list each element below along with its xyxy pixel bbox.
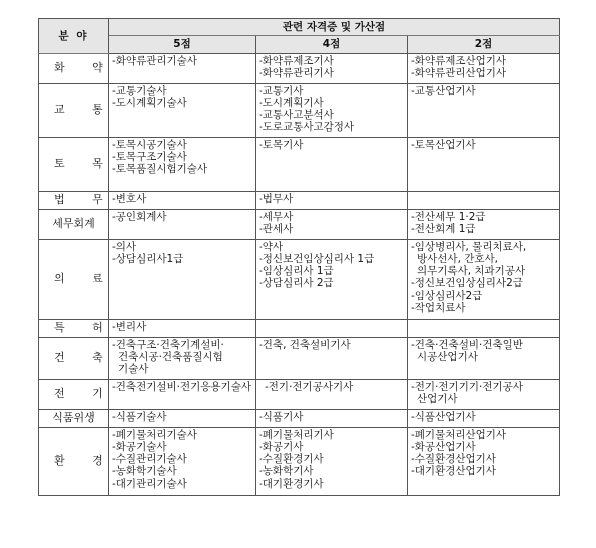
cert-cell-p4 [256, 191, 408, 209]
cert-item: -화공산업기사 [411, 440, 476, 453]
cert-item: -폐기물처리기사 [259, 428, 334, 441]
cert-cell-p5 [109, 409, 256, 427]
cert-item: -화약류관리기사 [259, 66, 334, 79]
cert-cell-p5 [109, 319, 256, 337]
cert-cell-p5 [109, 83, 256, 137]
cert-item: -화공기사 [259, 440, 304, 453]
cert-cell-p2 [408, 53, 560, 83]
cert-item: -대기환경기사 [259, 477, 324, 490]
cert-cell-p5 [109, 53, 256, 83]
cert-item: -변리사 [112, 320, 147, 333]
cert-item: -정신보건임상심리사 1급 [259, 252, 375, 265]
certification-points-table [38, 18, 560, 496]
table-row [39, 137, 560, 191]
cert-item: 시공산업기사 [417, 350, 478, 363]
header-points-2: 2점 [408, 36, 560, 53]
field-cell: 식품위생 [39, 409, 109, 427]
cert-item: -전기·전기공사기사 [265, 380, 354, 393]
cert-item: -토목산업기사 [411, 138, 476, 151]
table-row [39, 409, 560, 427]
cert-item: -식품기사 [259, 410, 304, 423]
field-cell: 전 기 [39, 379, 109, 409]
field-cell: 화 약 [39, 53, 109, 83]
cert-cell-p2 [408, 379, 560, 409]
cert-cell-p2 [408, 191, 560, 209]
cert-item: -건축전기설비·전기응용기술사 [112, 380, 251, 393]
cert-item: -폐기물처리산업기사 [411, 428, 507, 441]
cert-item: -도시계획기사 [259, 96, 324, 109]
table-row [39, 319, 560, 337]
table-row [39, 379, 560, 409]
field-cell: 환 경 [39, 427, 109, 495]
cert-cell-p4 [256, 319, 408, 337]
cert-item: -변호사 [112, 192, 147, 205]
table-row [39, 239, 560, 319]
table-row [39, 427, 560, 495]
cert-cell-p4 [256, 137, 408, 191]
cert-item: 건축시공·건축품질시험 [118, 350, 223, 363]
cert-cell-p4 [256, 53, 408, 83]
cert-item: -임상심리사 1급 [259, 265, 334, 278]
cert-cell-p5 [109, 191, 256, 209]
cert-item: -임상심리사2급 [411, 289, 483, 302]
cert-cell-p5 [109, 427, 256, 495]
cert-cell-p4 [256, 427, 408, 495]
cert-cell-p2 [408, 409, 560, 427]
cert-item: -건축·건축설비·건축일반 [411, 338, 523, 351]
cert-item: -임상병리사, 물리치료사, [411, 240, 527, 253]
header-field: 분 야 [39, 19, 109, 54]
cert-cell-p2 [408, 427, 560, 495]
field-cell: 법 무 [39, 191, 109, 209]
cert-item: -화공기술사 [112, 440, 167, 453]
cert-item: -공인회계사 [112, 210, 167, 223]
cert-cell-p2 [408, 209, 560, 239]
cert-item: -화약류제조산업기사 [411, 54, 507, 67]
cert-cell-p4 [256, 83, 408, 137]
table-row [39, 83, 560, 137]
cert-cell-p5 [109, 379, 256, 409]
cert-item: -의사 [112, 240, 137, 253]
cert-item: -식품기술사 [112, 410, 167, 423]
cert-cell-p2 [408, 239, 560, 319]
cert-cell-p4 [256, 409, 408, 427]
field-cell: 토 목 [39, 137, 109, 191]
cert-cell-p2 [408, 83, 560, 137]
cert-item: -수질환경산업기사 [411, 453, 496, 466]
cert-item: -건축, 건축설비기사 [259, 338, 351, 351]
cert-item: -약사 [259, 240, 284, 253]
field-cell: 건 축 [39, 337, 109, 379]
cert-item: -상담심리사1급 [112, 252, 184, 265]
cert-item: -도로교통사고감정사 [259, 121, 355, 134]
cert-item: -교통사고분석사 [259, 109, 334, 122]
field-cell: 의 료 [39, 239, 109, 319]
cert-item: -법무사 [259, 192, 294, 205]
field-cell: 특 허 [39, 319, 109, 337]
table-row [39, 191, 560, 209]
cert-cell-p2 [408, 337, 560, 379]
cert-item: -대기관리기술사 [112, 477, 187, 490]
cert-item: -토목기사 [259, 138, 304, 151]
cert-item: -토목품질시험기술사 [112, 163, 208, 176]
cert-item: -수질환경기사 [259, 453, 324, 466]
cert-cell-p2 [408, 137, 560, 191]
cert-item: -도시계획기술사 [112, 96, 187, 109]
cert-cell-p2 [408, 319, 560, 337]
cert-cell-p4 [256, 379, 408, 409]
cert-item: -정신보건임상심리사2급 [411, 277, 523, 290]
cert-item: -화약류제조기사 [259, 54, 334, 67]
cert-item: -건축구조·건축기계설비· [112, 338, 224, 351]
cert-item: -식품산업기사 [411, 410, 476, 423]
cert-cell-p4 [256, 239, 408, 319]
table-row [39, 209, 560, 239]
cert-item: -토목구조기술사 [112, 150, 187, 163]
cert-item: 산업기사 [417, 392, 458, 405]
cert-cell-p4 [256, 337, 408, 379]
header-points-4: 4점 [256, 36, 408, 53]
cert-item: -화약류관리기술사 [112, 54, 197, 67]
field-cell: 교 통 [39, 83, 109, 137]
cert-item: -관세사 [259, 222, 294, 235]
cert-cell-p5 [109, 209, 256, 239]
cert-item: 기술사 [118, 363, 149, 376]
cert-item: -교통기사 [259, 84, 304, 97]
header-group: 관련 자격증 및 가산점 [109, 19, 560, 36]
cert-item: -농화학기술사 [112, 465, 177, 478]
cert-item: -화약류관리산업기사 [411, 66, 507, 79]
cert-item: 의무기록사, 치과기공사 [417, 265, 526, 278]
table-body [39, 53, 560, 495]
table-row [39, 53, 560, 83]
cert-item: -세무사 [259, 210, 294, 223]
cert-item: -전기·전기기기·전기공사 [411, 380, 523, 393]
cert-item: 방사선사, 간호사, [417, 252, 499, 265]
cert-cell-p5 [109, 239, 256, 319]
cert-item: -토목시공기술사 [112, 138, 187, 151]
cert-cell-p5 [109, 337, 256, 379]
cert-item: -폐기물처리기술사 [112, 428, 197, 441]
cert-item: -대기환경산업기사 [411, 465, 496, 478]
cert-item: -전산세무 1·2급 [411, 210, 486, 223]
cert-item: -작업치료사 [411, 302, 466, 315]
header-points-5: 5점 [109, 36, 256, 53]
cert-item: -전산회계 1급 [411, 222, 476, 235]
cert-cell-p4 [256, 209, 408, 239]
cert-item: -교통산업기사 [411, 84, 476, 97]
field-cell: 세무회계 [39, 209, 109, 239]
cert-item: -교통기술사 [112, 84, 167, 97]
cert-item: -농화학기사 [259, 465, 314, 478]
cert-item: -수질관리기술사 [112, 453, 187, 466]
table-row [39, 337, 560, 379]
cert-cell-p5 [109, 137, 256, 191]
cert-item: -상담심리사 2급 [259, 277, 334, 290]
